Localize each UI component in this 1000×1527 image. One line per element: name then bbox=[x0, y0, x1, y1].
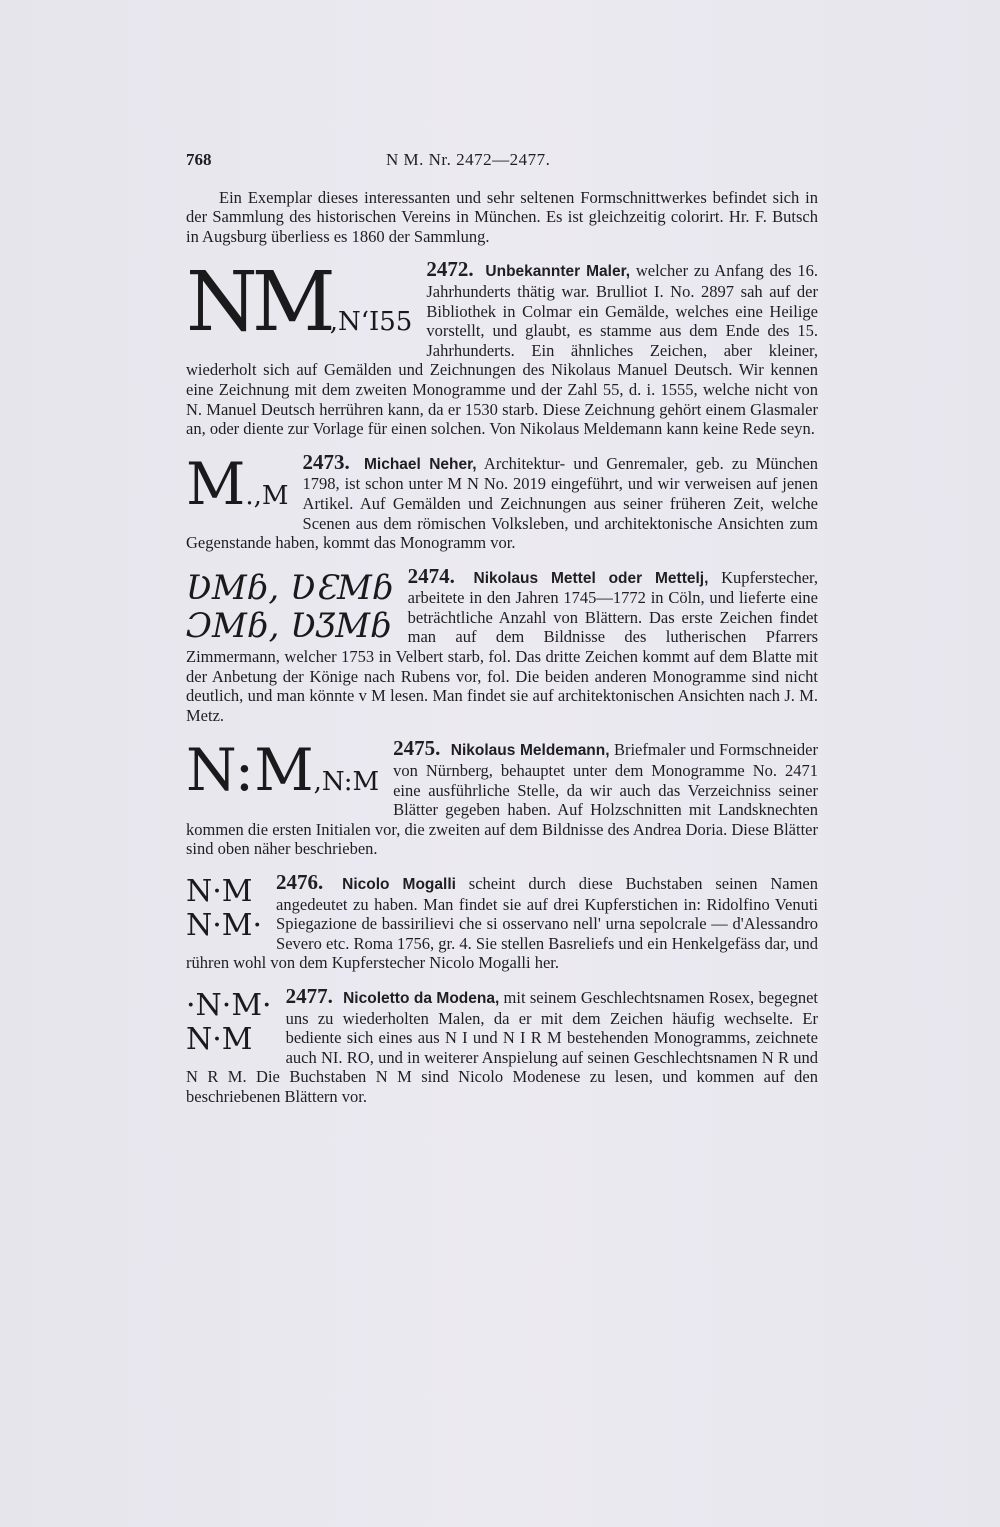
entry-text: mit seinem Geschlechtsnamen Rosex, begegnet uns zu wiederholten Malen, da er mit dem Zeichen häufig wechselte. Er bediente sich eines aus N I und N I R M bestehenden Monogramms, zeichnete auch NI. RO, und in weiterer Anspielung auf seinen Geschlechtsnamen N R und N R M. Die Buchstaben N M sind Nicolo Modenese zu lesen, und kommen auf den beschriebenen Blättern vor. bbox=[186, 987, 819, 1106]
intro-paragraph: Ein Exemplar dieses interessanten und sehr seltenen Formschnittwerkes befindet sich in der Sammlung des historischen Vereins in München. Es ist gleichzeitig colorirt. Hr. F. Butsch in Augsburg überliess es 1860 der Sammlung. bbox=[186, 187, 818, 246]
artist-name: Nicoletto da Modena, bbox=[343, 989, 500, 1007]
monogram-2475: N:M,N:M bbox=[186, 736, 380, 805]
entry-2475 bbox=[186, 736, 818, 859]
entry-2474 bbox=[186, 563, 818, 726]
page-header bbox=[186, 150, 818, 170]
entry-number: 2475. bbox=[393, 736, 441, 761]
monogram-2472: NM,NʻI55 bbox=[186, 255, 413, 351]
entry-text: welcher zu Anfang des 16. Jahrhunderts thätig war. Brulliot I. No. 2897 sah auf der Bibliothek in Colmar ein Gemälde, welches eine Heilige vorstellt, und glaubt, es stamme aus dem Ende des 15. Jahrhunderts. Ein ähnliches Zeichen, aber kleiner, wiederholt sich auf Gemälden und Zeichnungen des Nikolaus Manuel Deutsch. Wir kennen eine Zeichnung mit dem zweiten Monogramme und der Zahl 55, d. i. 1555, welche nicht von N. Manuel Deutsch herrühren kann, da er 1530 starb. Diese Zeichnung gehört einem Glasmaler an, oder diente zur Vorlage für einen solchen. Von Nikolaus Meldemann kann keine Rede seyn. bbox=[186, 261, 818, 439]
entry-text: Briefmaler und Formschneider von Nürnberg, behauptet unter dem Monogramme No. 2471 eine ausführliche Stelle, da wir auch das Verzeichniss seiner Blätter gegeben haben. Auf Holzschnitten mit Landsknechten kommen die ersten Initialen vor, die zweiten auf dem Bildnisse des Andrea Doria. Diese Blätter sind oben näher beschrieben. bbox=[186, 740, 818, 859]
monogram-2477: ·N·M· N·M bbox=[186, 987, 272, 1057]
entry-text: Architektur- und Genremaler, geb. zu München 1798, ist schon unter M N No. 2019 eingeführt, und wir verweisen auf jenen Artikel. Auf Gemälden und Zeichnungen aus seiner früheren Zeit, welche Scenen aus dem römischen Volksleben, und architektonische Ansichten zum Gegenstande haben, kommt das Monogramm vor. bbox=[186, 453, 819, 553]
artist-name: Unbekannter Maler, bbox=[485, 263, 631, 281]
entry-2473 bbox=[186, 449, 819, 553]
entry-text: scheint durch diese Buchstaben seinen Namen angedeutet zu haben. Man findet sie auf drei Kupferstichen in: Ridolfino Venuti Spiegazione de bassirilievi che si osservano nell' urna sepolcrale — d'Alessandro Severo etc. Roma 1756, gr. 4. Sie stellen Basreliefs und ein Henkelgefäss dar, und rühren wohl von dem Kupferstecher Nicolo Mogalli her. bbox=[186, 874, 818, 973]
entry-number: 2473. bbox=[302, 449, 350, 474]
monogram-2476: N·M N·M· bbox=[186, 874, 263, 943]
page-number: 768 bbox=[186, 150, 212, 169]
artist-name: Nicolo Mogalli bbox=[342, 876, 456, 893]
artist-name: Michael Neher, bbox=[364, 455, 477, 473]
artist-name: Nikolaus Meldemann, bbox=[450, 742, 610, 760]
text-column bbox=[186, 150, 818, 1107]
entry-2472 bbox=[186, 255, 818, 439]
entry-2476 bbox=[186, 870, 818, 973]
entry-number: 2472. bbox=[426, 257, 474, 282]
running-title: N M. Nr. 2472—2477. bbox=[386, 150, 551, 169]
monogram-2473: M.,M bbox=[186, 449, 289, 518]
monogram-2474: ƲMɓ, ƲƐMɓ ƆMɓ, ƲƷMɓ bbox=[186, 567, 394, 646]
entry-number: 2477. bbox=[285, 983, 333, 1008]
artist-name: Nikolaus Mettel oder Mettelj, bbox=[473, 569, 709, 587]
entry-text: Kupferstecher, arbeitete in den Jahren 1745—1772 in Cöln, und lieferte eine beträchtliche Anzahl von Blättern. Das erste Zeichen findet man auf dem Bildnisse des lutherischen Pfarrers Zimmermann, welcher 1753 in Velbert starb, fol. Das dritte Zeichen kommt auf dem Blatte mit der Anbetung der Könige nach Rubens vor, fol. Die beiden anderen Monogramme sind nicht deutlich, und man könnte v M lesen. Man findet sie auf architektonischen Ansichten nach J. M. Metz. bbox=[186, 567, 818, 725]
entry-number: 2476. bbox=[276, 870, 324, 894]
entry-number: 2474. bbox=[407, 563, 455, 588]
entry-2477 bbox=[186, 983, 819, 1107]
